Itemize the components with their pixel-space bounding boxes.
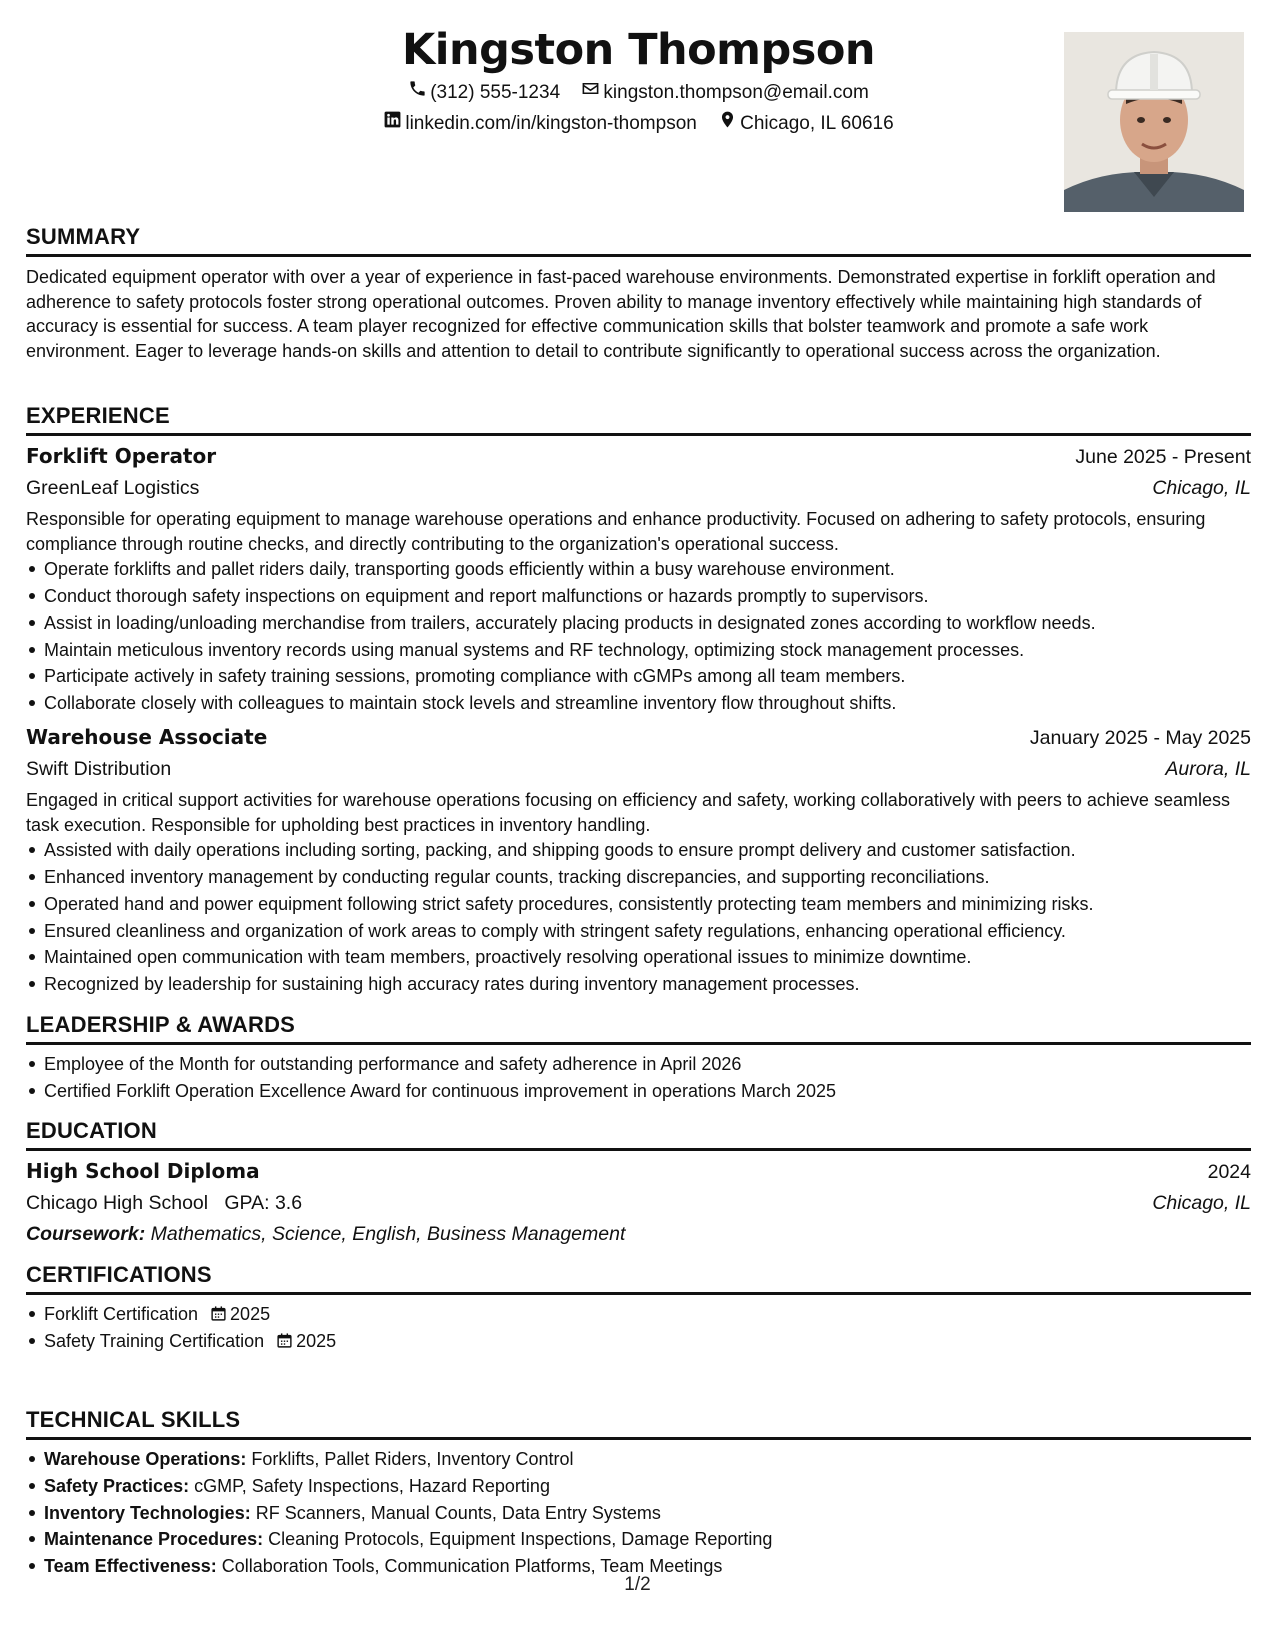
job-subheader: [26, 754, 1251, 785]
linkedin-url: linkedin.com/in/kingston-thompson: [405, 112, 697, 134]
job-dates: June 2025 - Present: [1075, 446, 1251, 468]
skills-section: [26, 1407, 1251, 1580]
section-title: LEADERSHIP & AWARDS: [26, 1012, 296, 1037]
linkedin-contact[interactable]: [383, 110, 697, 137]
candidate-name: Kingston Thompson: [401, 25, 876, 75]
skill-values: Forklifts, Pallet Riders, Inventory Control: [251, 1449, 574, 1469]
list-item: Assist in loading/unloading merchandise from trailers, accurately placing products in designated zones according to workflow needs.: [44, 610, 1251, 637]
job-header: [26, 441, 1251, 473]
page-number: 1/2: [624, 1574, 651, 1595]
certifications-section: [26, 1262, 1251, 1355]
experience-section: [26, 403, 1251, 998]
section-divider: [26, 254, 1251, 257]
certification-name: Forklift Certification: [44, 1304, 199, 1324]
list-item: Recognized by leadership for sustaining high accuracy rates during inventory management processes.: [44, 971, 1251, 998]
list-item: Maintain meticulous inventory records using manual systems and RF technology, optimizing stock management processes.: [44, 637, 1251, 664]
job-bullets: [26, 837, 1251, 998]
map-pin-icon: [718, 110, 740, 137]
list-item: Conduct thorough safety inspections on equipment and report malfunctions or hazards promptly to supervisors.: [44, 583, 1251, 610]
job-title: Warehouse Associate: [26, 724, 268, 749]
calendar-icon: [264, 1331, 296, 1351]
skill-values: cGMP, Safety Inspections, Hazard Reporting: [194, 1475, 550, 1496]
job-company: Swift Distribution: [26, 757, 172, 780]
awards-list: [26, 1051, 1251, 1105]
list-item: Assisted with daily operations including sorting, packing, and shipping goods to ensure prompt delivery and customer satisfaction.: [44, 837, 1251, 864]
list-item: Participate actively in safety training sessions, promoting compliance with cGMPs among all team members.: [44, 663, 1251, 690]
list-item: [44, 1301, 1251, 1328]
list-item: [44, 1446, 1251, 1473]
section-title: TECHNICAL SKILLS: [26, 1407, 241, 1432]
degree: High School Diploma: [26, 1159, 260, 1183]
skill-category: Warehouse Operations:: [44, 1449, 247, 1469]
education-subheader: [26, 1188, 1251, 1219]
school-name: Chicago High School: [26, 1192, 209, 1214]
list-item: Operated hand and power equipment following strict safety procedures, consistently protecting team members and minimizing risks.: [44, 891, 1251, 918]
email-contact[interactable]: [581, 79, 868, 106]
list-item: [44, 1473, 1251, 1500]
section-title: CERTIFICATIONS: [26, 1262, 212, 1287]
job-dates: January 2025 - May 2025: [1029, 726, 1251, 749]
coursework-list: Mathematics, Science, English, Business Management: [150, 1223, 626, 1245]
coursework-label: Coursework:: [26, 1223, 146, 1245]
certification-year: 2025: [230, 1304, 271, 1324]
list-item: Ensured cleanliness and organization of work areas to comply with stringent safety regulations, enhancing operational efficiency.: [44, 918, 1251, 945]
phone-number: (312) 555-1234: [430, 81, 561, 103]
graduation-year: 2024: [1207, 1161, 1251, 1183]
list-item: [44, 1328, 1251, 1355]
job-location: Chicago, IL: [1152, 477, 1251, 499]
section-divider: [26, 1148, 1251, 1151]
job-header: [26, 722, 1251, 754]
skill-category: Team Effectiveness:: [44, 1556, 217, 1577]
resume-page: [26, 0, 1251, 1650]
education-section: [26, 1118, 1251, 1249]
profile-photo: [1064, 32, 1244, 212]
job-entry: [26, 722, 1251, 998]
skill-values: RF Scanners, Manual Counts, Data Entry Systems: [255, 1502, 661, 1523]
certification-year: 2025: [296, 1330, 337, 1351]
skills-list: [26, 1446, 1251, 1580]
summary-text: Dedicated equipment operator with over a year of experience in fast-paced warehouse environments. Demonstrated expertise in forklift operation and adherence to safety protocols foster strong operational outcomes. Proven ability to manage inventory effectively while maintaining high standards of accuracy is essential for success. A team player recognized for effective communication skills that bolster teamwork and promote a safe work environment. Eager to leverage hands-on skills and attention to detail to contribute significantly to operational success across the organization.: [26, 267, 1216, 361]
list-item: Collaborate closely with colleagues to maintain stock levels and streamline inventory flow throughout shifts.: [44, 690, 1251, 717]
school-info: [26, 1188, 302, 1219]
list-item: Operate forklifts and pallet riders daily, transporting goods efficiently within a busy warehouse environment.: [44, 556, 1251, 583]
job-description: Engaged in critical support activities for warehouse operations focusing on efficiency and safety, working collaboratively with peers to achieve seamless task execution. Responsible for upholding best practices in inventory handling.: [26, 789, 1230, 835]
job-title: Forklift Operator: [26, 444, 217, 468]
gpa: GPA: 3.6: [224, 1192, 303, 1214]
location-text: Chicago, IL 60616: [740, 112, 894, 134]
list-item: Certified Forklift Operation Excellence Award for continuous improvement in operations March 2025: [44, 1078, 1251, 1105]
job-description: Responsible for operating equipment to manage warehouse operations and enhance productivity. Focused on adhering to safety protocols, ensuring compliance through routine checks, and directly contributing to the organization's operational success.: [26, 509, 1206, 554]
list-item: Maintained open communication with team members, proactively resolving operational issues to minimize downtime.: [44, 944, 1251, 971]
skill-category: Inventory Technologies:: [44, 1502, 251, 1523]
list-item: Employee of the Month for outstanding performance and safety adherence in April 2026: [44, 1051, 1251, 1078]
list-item: [44, 1500, 1251, 1527]
summary-section: [26, 224, 1251, 363]
section-divider: [26, 1437, 1251, 1440]
certification-name: Safety Training Certification: [44, 1330, 265, 1351]
job-bullets: [26, 556, 1251, 717]
job-subheader: [26, 473, 1251, 504]
location-contact: [718, 110, 894, 137]
education-header: [26, 1156, 1251, 1188]
section-title: EXPERIENCE: [26, 403, 170, 428]
resume-header: [26, 0, 1251, 225]
job-location: Aurora, IL: [1165, 757, 1251, 780]
certifications-list: [26, 1301, 1251, 1355]
skill-values: Cleaning Protocols, Equipment Inspections, Damage Reporting: [268, 1529, 773, 1550]
awards-section: [26, 1012, 1251, 1105]
section-divider: [26, 1292, 1251, 1295]
skill-category: Maintenance Procedures:: [44, 1529, 264, 1550]
calendar-icon: [198, 1304, 230, 1324]
skill-category: Safety Practices:: [44, 1475, 190, 1496]
section-title: SUMMARY: [26, 224, 141, 249]
linkedin-icon: [383, 110, 405, 137]
section-title: EDUCATION: [26, 1118, 157, 1143]
job-company: GreenLeaf Logistics: [26, 477, 200, 499]
phone-icon: [408, 79, 430, 106]
list-item: Enhanced inventory management by conducting regular counts, tracking discrepancies, and supporting reconciliations.: [44, 864, 1251, 891]
job-entry: [26, 441, 1251, 717]
section-divider: [26, 433, 1251, 436]
phone-contact[interactable]: [408, 79, 560, 106]
coursework: [26, 1219, 1251, 1249]
skill-values: Collaboration Tools, Communication Platforms, Team Meetings: [221, 1556, 723, 1577]
list-item: [44, 1526, 1251, 1553]
section-divider: [26, 1042, 1251, 1045]
school-location: Chicago, IL: [1152, 1192, 1251, 1214]
envelope-icon: [581, 79, 603, 106]
email-address: kingston.thompson@email.com: [603, 81, 869, 103]
